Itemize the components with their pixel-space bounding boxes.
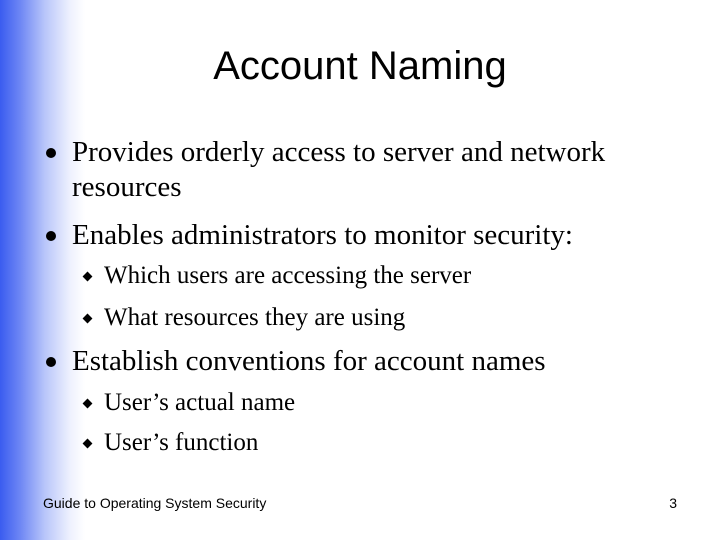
diamond-bullet-icon bbox=[83, 272, 93, 282]
bullet-text: Establish conventions for account names bbox=[72, 345, 546, 377]
bullet-item bbox=[72, 135, 692, 205]
sub-bullet-item bbox=[104, 428, 684, 458]
bullet-text: Enables administrators to monitor security: bbox=[72, 219, 573, 251]
bullet-item bbox=[72, 218, 692, 253]
slide-title: Account Naming bbox=[213, 44, 507, 88]
bullet-dot-icon bbox=[46, 231, 56, 241]
sub-bullet-item bbox=[104, 303, 684, 333]
slide-footer: Guide to Operating System Security bbox=[43, 495, 267, 511]
sub-bullet-item bbox=[104, 261, 684, 291]
diamond-bullet-icon bbox=[83, 399, 93, 409]
sub-bullet-text: Which users are accessing the server bbox=[104, 262, 472, 289]
sub-bullet-text: What resources they are using bbox=[104, 304, 406, 331]
sub-bullet-text: User’s actual name bbox=[104, 389, 296, 416]
bullet-dot-icon bbox=[46, 148, 56, 158]
page-number: 3 bbox=[669, 495, 677, 511]
diamond-bullet-icon bbox=[83, 314, 93, 324]
bullet-item bbox=[72, 344, 692, 379]
sub-bullet-text: User’s function bbox=[104, 429, 259, 456]
diamond-bullet-icon bbox=[83, 439, 93, 449]
bullet-dot-icon bbox=[46, 357, 56, 367]
bullet-text: Provides orderly access to server and network resources bbox=[72, 136, 606, 203]
sub-bullet-item bbox=[104, 388, 684, 418]
